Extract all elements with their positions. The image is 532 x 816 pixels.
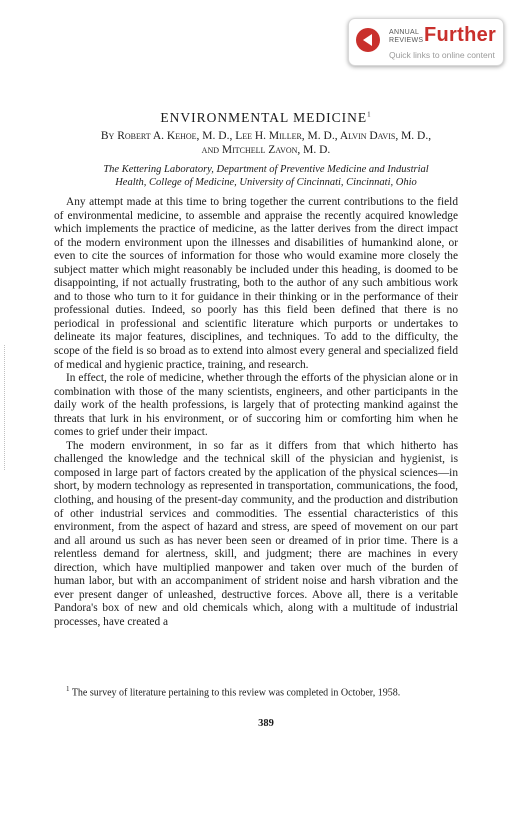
- footnote: [54, 683, 458, 700]
- authors-line-1: By Robert A. Kehoe, M. D., Lee H. Miller, M. D., Alvin Davis, M. D.,: [100, 130, 432, 142]
- badge-publisher-label: [389, 29, 427, 45]
- article-affiliation: [24, 163, 508, 189]
- badge-further-text[interactable]: Further: [424, 24, 497, 46]
- page-edge-mark: [4, 345, 6, 470]
- article-body: [54, 196, 458, 630]
- article-authors: [24, 129, 508, 157]
- back-arrow-icon[interactable]: [356, 28, 380, 52]
- footnote-marker: 1: [66, 685, 70, 693]
- paragraph-1: Any attempt made at this time to bring together the current contributions to the field of environmental medicine, to assemble and appraise the recently acquired knowledge which implements the practice of medicine, as the latter derives from the direct impact of the modern environment upon the illnesses and disabilities of humankind alone, or even to cite the sources of information for those who would examine more closely the subject matter which might reasonably be included under this heading, is doomed to be disappointing, if not actually frustrating, both to the author of any such ambitious work and to those who turn to it for guidance in their thinking or in the performance of their professional duties. Indeed, so poorly has this field been defined that there is no periodical in professional and scientific literature which purports or undertakes to delineate its major features, disciplines, and techniques. To add to the difficulty, the scope of the field is so broad as to extend into almost every general and specialized field of medical and hygienic practice, training, and research.: [54, 196, 458, 371]
- footnote-text: The survey of literature pertaining to this review was completed in October, 1958.: [71, 687, 401, 699]
- badge-annual-text: ANNUAL: [389, 29, 420, 36]
- title-footnote-marker: 1: [367, 110, 372, 119]
- annual-reviews-further-badge[interactable]: [348, 18, 504, 66]
- badge-reviews-text: REVIEWS: [389, 37, 424, 44]
- article-title: [0, 110, 532, 126]
- authors-line-2: and Mitchell Zavon, M. D.: [201, 144, 331, 156]
- affiliation-line-2: Health, College of Medicine, University of Cincinnati, Cincinnati, Ohio: [115, 177, 417, 188]
- paragraph-2: In effect, the role of medicine, whether through the efforts of the physician alone or in combination with those of the many scientists, engineers, and other participants in the daily work of the health professions, is largely that of protecting mankind against the threats that lurk in his environment, or of succoring him or comforting him when he comes to grief under their impact.: [54, 372, 458, 439]
- paragraph-3: The modern environment, in so far as it differs from that which hitherto has challenged the knowledge and the technical skill of the physician and hygienist, is composed in large part of factors created by the application of the physical sciences—in short, by modern technology as represented in transportation, communications, the food, clothing, and housing of the present-day community, and the production and distribution of other industrial services and commodities. The essential characteristics of this environment, from the aspect of hazard and stress, are speed of movement on our part and all around us such as has never been seen or dreamed of in prior time. There is a relentless demand for alertness, skill, and judgment; there are machines in every direction, which have multiplied manpower and taken over much of the burden of human labor, but with an accompaniment of strident noise and harsh vibration and the ever present danger of unleashed, destructive forces. Above all, there is a veritable Pandora's box of new and old chemicals which, along with a multitude of industrial processes, have created a: [54, 439, 458, 628]
- page-number: 389: [258, 718, 274, 729]
- article-title-text: ENVIRONMENTAL MEDICINE: [160, 110, 368, 125]
- badge-quick-links-text[interactable]: Quick links to online content: [389, 50, 495, 60]
- affiliation-line-1: The Kettering Laboratory, Department of Preventive Medicine and Industrial: [103, 164, 429, 175]
